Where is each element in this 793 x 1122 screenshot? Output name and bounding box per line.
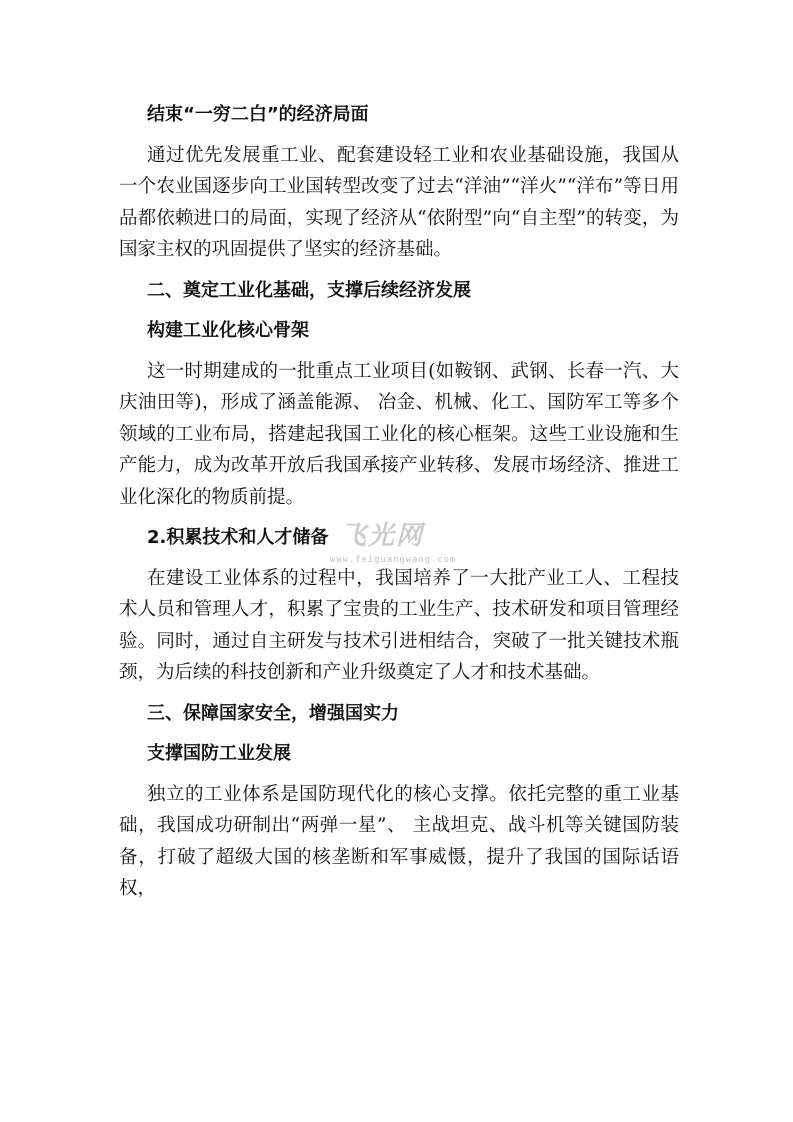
subheading-industrial-framework: 构建工业化核心骨架 <box>147 320 309 341</box>
paragraph-industrial-framework: 这一时期建成的一批重点工业项目(如鞍钢、武钢、长春一汽、大庆油田等)，形成了涵盖能源、 冶金、机械、化工、国防军工等多个领域的工业布局，搭建起我国工业化的核心框架。这些工业设施和生产能力，成为改革开放后我国承接产业转移、发展市场经济、推进工业化深化的物质前提。 <box>119 360 679 508</box>
paragraph-economy: 通过优先发展重工业、配套建设轻工业和农业基础设施，我国从一个农业国逐步向工业国转型改变了过去“洋油”“洋火”“洋布”等日用品都依赖进口的局面，实现了经济从“依附型”向“自主型”的转变，为国家主权的巩固提供了坚实的经济基础。 <box>119 144 679 260</box>
paragraph-defense: 独立的工业体系是国防现代化的核心支撑。依托完整的重工业基础，我国成功研制出“两弹一星”、 主战坦克、战斗机等关键国防装备，打破了超级大国的核垄断和军事威慑，提升了我国的国际话语权， <box>119 783 679 899</box>
watermark-brand: 飞光网 <box>340 521 425 551</box>
document-body <box>119 99 679 905</box>
subheading-defense: 支撑国防工业发展 <box>147 743 291 764</box>
section-heading-two: 二、奠定工业化基础，支撑后续经济发展 <box>147 279 471 301</box>
paragraph-tech-talent: 在建设工业体系的过程中，我国培养了一大批产业工人、工程技术人员和管理人才，积累了宝贵的工业生产、技术研发和项目管理经验。同时，通过自主研发与技术引进相结合，突破了一批关键技术瓶颈，为后续的科技创新和产业升级奠定了人才和技术基础。 <box>119 567 679 683</box>
subheading-tech-talent: 2.积累技术和人才储备 <box>147 527 329 548</box>
watermark-url: www.feiguangwang.com <box>330 555 457 565</box>
section-heading-economy: 结束“一穷二白”的经济局面 <box>147 104 369 125</box>
section-heading-three: 三、保障国家安全，增强国实力 <box>147 702 399 724</box>
